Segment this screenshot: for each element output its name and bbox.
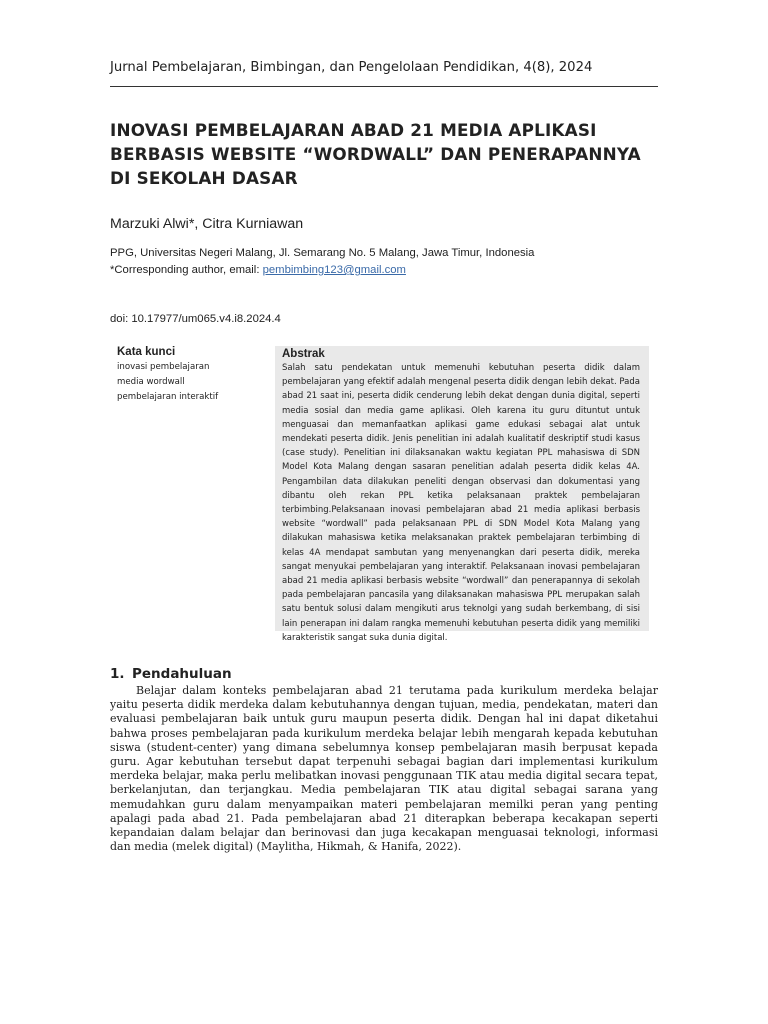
corresponding-author: [110, 264, 406, 276]
abstract-heading: Abstrak: [282, 348, 325, 360]
title-line: INOVASI PEMBELAJARAN ABAD 21 MEDIA APLIKASI: [110, 120, 597, 140]
abstract-panel: [275, 346, 649, 643]
title-line: BERBASIS WEBSITE “WORDWALL” DAN PENERAPANNYA: [110, 144, 641, 164]
journal-header: Jurnal Pembelajaran, Bimbingan, dan Pengelolaan Pendidikan, 4(8), 2024: [110, 60, 593, 75]
affiliation: PPG, Universitas Negeri Malang, Jl. Semarang No. 5 Malang, Jawa Timur, Indonesia: [110, 247, 535, 259]
title-line: DI SEKOLAH DASAR: [110, 168, 298, 188]
keywords-panel: [110, 346, 265, 405]
doi: doi: 10.17977/um065.v4.i8.2024.4: [110, 313, 281, 325]
corresponding-label: *Corresponding author, email:: [110, 264, 263, 276]
article-title: [110, 118, 670, 190]
section-heading: [110, 666, 232, 682]
section-number: 1.: [110, 666, 125, 682]
keywords-heading: Kata kunci: [117, 346, 176, 358]
section-title: Pendahuluan: [132, 666, 232, 682]
body-paragraph: Belajar dalam konteks pembelajaran abad 21 terutama pada kurikulum merdeka belajar yaitu peserta didik merdeka dalam kebutuhannya dengan tujuan, media, pendekatan, materi dan evaluasi pembelajaran baik untuk guru maupun peserta didik. Dengan hal ini dapat diketahui bahwa proses pembelajaran pada kurikulum merdeka belajar lebih mengarah kepada kebutuhan siswa (student-center) yang dimana sebelumnya konsep pembelajaran masih berpusat kepada guru. Agar kebutuhan tersebut dapat terpenuhi sebagai bagian dari implementasi kurikulum merdeka belajar, maka perlu melibatkan inovasi penggunaan TIK atau media digital secara tepat, berkelanjutan, dan terjangkau. Media pembelajaran TIK atau digital sebagai sarana yang memudahkan guru dalam menyampaikan materi pembelajaran memilki peran yang penting apalagi pada abad 21. Pada pembelajaran abad 21 diterapkan beberapa kecakapan seperti kepandaian dalam belajar dan berinovasi dan juga kecakapan menguasai teknologi, informasi dan media (melek digital) (Maylitha, Hikmah, & Hanifa, 2022).: [110, 684, 658, 854]
author-list: Marzuki Alwi*, Citra Kurniawan: [110, 216, 304, 232]
keyword-item: inovasi pembelajaran: [117, 362, 210, 372]
keyword-item: pembelajaran interaktif: [117, 392, 219, 402]
email-link[interactable]: pembimbing123@gmail.com: [262, 264, 406, 276]
abstract-text: Salah satu pendekatan untuk memenuhi kebutuhan peserta didik dalam pembelajaran yang efektif adalah mengenal peserta didik dengan lebih dekat. Pada abad 21 saat ini, peserta didik cenderung lebih dekat dengan dunia digital, seperti media sosial dan media game aplikasi. Oleh karena itu guru dituntut untuk menguasai dan memanfaatkan aplikasi game edukasi sebagai alat untuk mendekati peserta didik. Jenis penelitian ini adalah kualitatif deskriptif studi kasus (case study). Penelitian ini dilaksanakan waktu kegiatan PPL mahasiswa di SDN Model Kota Malang dengan sasaran penelitian adalah peserta didik kelas 4A. Pengambilan data dilakukan peneliti dengan observasi dan dokumentasi yang dibantu oleh rekan PPL ketika pelaksanaan praktek pembelajaran terbimbing.Pelaksanaan inovasi pembelajaran abad 21 media aplikasi berbasis website “wordwall” pada pelaksanaan PPL di SDN Model Kota Malang yang dilakukan mahasiswa ketika melaksanakan praktek pembelajaran terbimbing di kelas 4A mendapat sambutan yang menyenangkan dari peserta didik, mereka sangat menyukai pembelajaran yang interaktif. Pelaksanaan inovasi pembelajaran abad 21 media aplikasi berbasis website “wordwall” dan penerapannya di sekolah pada pembelajaran pancasila yang dilaksanakan mahasiswa PPL merupakan salah satu bentuk solusi dalam mengikuti arus teknolgi yang sudah berkembang, di sisi lain penerapan ini dalam rangka memenuhi kebutuhan peserta didik yang memiliki karakteristik sangat suka dunia digital.: [282, 363, 640, 643]
keyword-item: media wordwall: [117, 377, 185, 387]
header-divider: [110, 86, 658, 87]
